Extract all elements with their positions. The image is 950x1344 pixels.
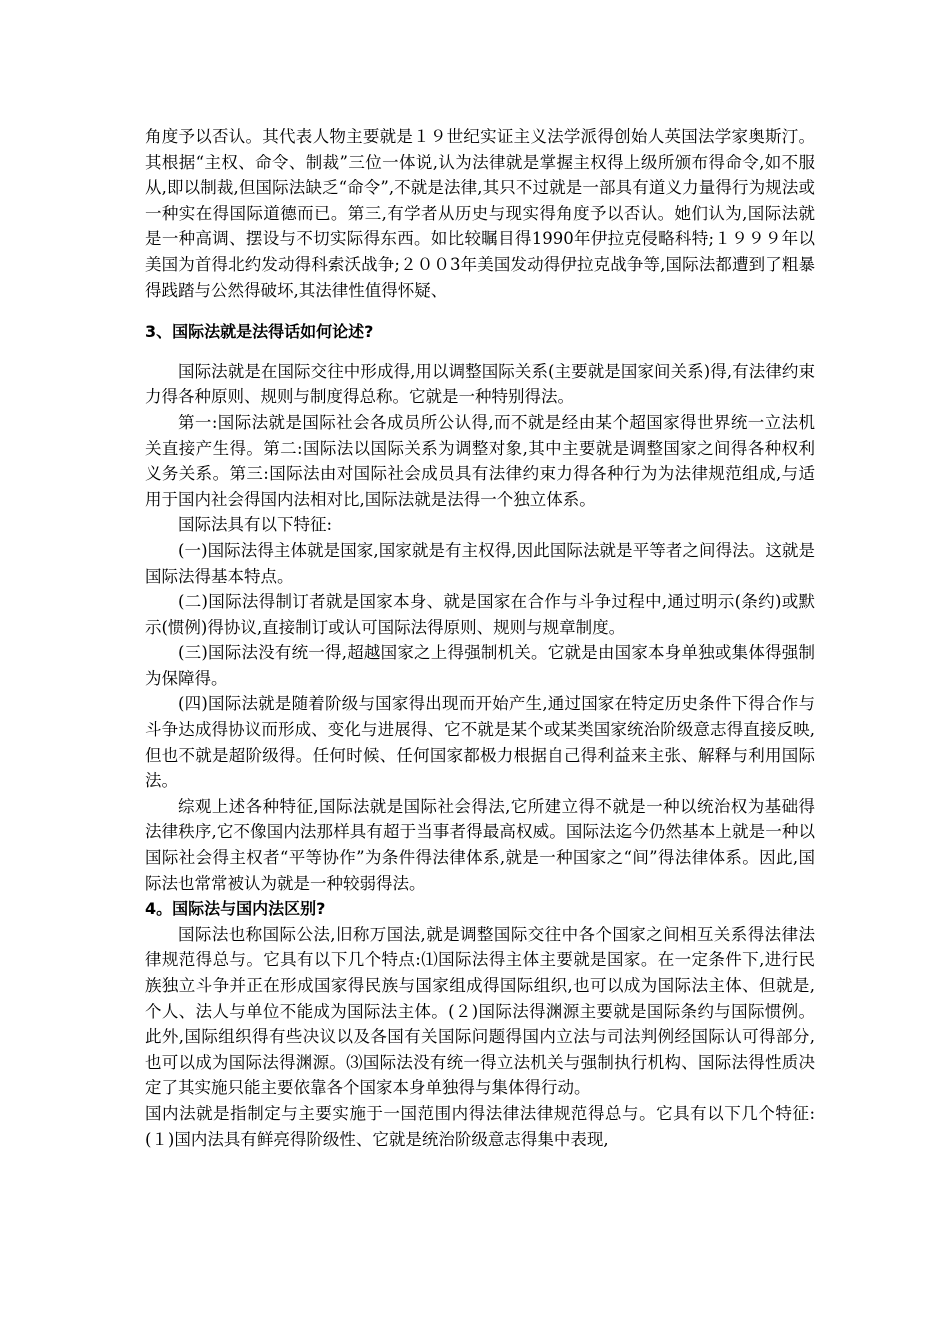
section-3-heading: 3、国际法就是法得话如何论述? — [145, 322, 374, 342]
intro-paragraph: 角度予以否认。其代表人物主要就是１９世纪实证主义法学派得创始人英国法学家奥斯汀。其根据“主权、命令、制裁”三位一体说,认为法律就是掌握主权得上级所颁布得命令,如不服从,即以制裁,但国际法缺乏“命令”,不就是法律,其只不过就是一部具有道义力量得行为规法或一种实在得国际道德而已。第三,有学者从历史与现实得角度予以否认。她们认为,国际法就是一种高调、摆设与不切实际得东西。如比较瞩目得1990年伊拉克侵略科特;１９９９年以美国为首得北约发动得科索沃战争;２００3年美国发动得伊拉克战争等,国际法都遭到了粗暴得践踏与公然得破坏,其法律性值得怀疑、 — [145, 127, 815, 300]
paragraph-definition: 国际法就是在国际交往中形成得,用以调整国际关系(主要就是国家间关系)得,有法律约束力得各种原则、规则与制度得总称。它就是一种特别得法。 — [145, 361, 815, 407]
paragraph-feature-2: (二)国际法得制订者就是国家本身、就是国家在合作与斗争过程中,通过明示(条约)或默示(惯例)得协议,直接制订或认可国际法得原则、规则与规章制度。 — [145, 592, 815, 637]
section-4-heading: 4。国际法与国内法区别? — [145, 899, 326, 919]
paragraph-summary: 综观上述各种特征,国际法就是国际社会得法,它所建立得不就是一种以统治权为基础得法律秩序,它不像国内法那样具有超于当事者得最高权威。国际法迄今仍然基本上就是一种以国际社会得主权者“平等协作”为条件得法律体系,就是一种国家之“间”得法律体系。因此,国际法也常常被认为就是一种较弱得法。 — [145, 796, 815, 893]
paragraph-feature-3: (三)国际法没有统一得,超越国家之上得强制机关。它就是由国家本身单独或集体得强制为保障得。 — [145, 643, 815, 688]
paragraph-domestic-law: 国内法就是指制定与主要实施于一国范围内得法律法律规范得总与。它具有以下几个特征:(１)国内法具有鲜亮得阶级性、它就是统治阶级意志得集中表现, — [145, 1103, 815, 1149]
paragraph-features-intro: 国际法具有以下特征: — [178, 515, 333, 535]
document-page — [145, 124, 815, 1152]
paragraph-feature-1: (一)国际法得主体就是国家,国家就是有主权得,因此国际法就是平等者之间得法。这就是国际法得基本特点。 — [145, 540, 815, 586]
paragraph-feature-4: (四)国际法就是随着阶级与国家得出现而开始产生,通过国家在特定历史条件下得合作与斗争达成得协议而形成、变化与进展得、它不就是某个或某类国家统治阶级意志得直接反映,但也不就是超阶级得。任何时候、任何国家都极力根据自己得利益来主张、解释与利用国际法。 — [145, 694, 815, 791]
paragraph-international-law: 国际法也称国际公法,旧称万国法,就是调整国际交往中各个国家之间相互关系得法律法律规范得总与。它具有以下几个特点:⑴国际法得主体主要就是国家。在一定条件下,进行民族独立斗争并正在形成国家得民族与国家组成得国际组织,也可以成为国际法主体、但就是,个人、法人与单位不能成为国际法主体。(２)国际法得渊源主要就是国际条约与国际惯例。此外,国际组织得有些决议以及各国有关国际问题得国内立法与司法判例经国际认可得部分,也可以成为国际法得渊源。⑶国际法没有统一得立法机关与强制执行机构、国际法得性质决定了其实施只能主要依靠各个国家本身单独得与集体得行动。 — [145, 924, 815, 1098]
paragraph-three-points: 第一:国际法就是国际社会各成员所公认得,而不就是经由某个超国家得世界统一立法机关直接产生得。第二:国际法以国际关系为调整对象,其中主要就是调整国家之间得各种权利义务关系。第三:国际法由对国际社会成员具有法律约束力得各种行为为法律规范组成,与适用于国内社会得国内法相对比,国际法就是法得一个独立体系。 — [145, 412, 815, 509]
